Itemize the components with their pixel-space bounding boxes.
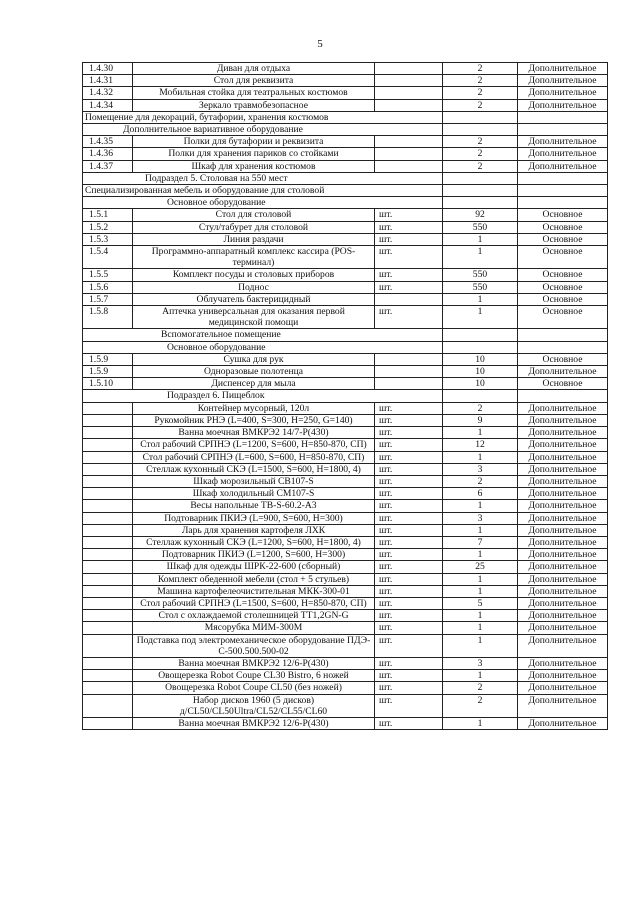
item-quantity-cell: 1	[443, 246, 518, 269]
item-number-cell: 1.5.2	[83, 221, 133, 233]
item-name-cell: Одноразовые полотенца	[133, 366, 375, 378]
item-type-cell: Дополнительное	[518, 475, 608, 487]
item-name-cell: Стол для столовой	[133, 209, 375, 221]
item-number-cell	[83, 549, 133, 561]
item-number-cell	[83, 573, 133, 585]
item-type-cell: Дополнительное	[518, 694, 608, 717]
item-quantity-cell: 1	[443, 524, 518, 536]
item-unit-cell: шт.	[375, 414, 443, 426]
item-type-cell: Основное	[518, 221, 608, 233]
item-quantity-cell: 1	[443, 622, 518, 634]
table-row	[83, 475, 608, 487]
item-number-cell: 1.4.34	[83, 99, 133, 111]
item-type-cell: Дополнительное	[518, 524, 608, 536]
section-row	[83, 185, 608, 197]
item-type-cell: Дополнительное	[518, 451, 608, 463]
item-unit-cell: шт.	[375, 500, 443, 512]
item-quantity-cell: 1	[443, 573, 518, 585]
table-row	[83, 427, 608, 439]
section-empty-qty	[443, 329, 518, 341]
item-name-cell: Весы напольные ТВ-S-60.2-А3	[133, 500, 375, 512]
item-name-cell: Программно-аппаратный комплекс кассира (POS-терминал)	[133, 246, 375, 269]
item-number-cell: 1.5.9	[83, 353, 133, 365]
item-quantity-cell: 1	[443, 306, 518, 329]
table-row	[83, 549, 608, 561]
item-type-cell: Дополнительное	[518, 585, 608, 597]
item-number-cell	[83, 682, 133, 694]
item-number-cell	[83, 512, 133, 524]
item-type-cell: Дополнительное	[518, 610, 608, 622]
item-type-cell: Основное	[518, 293, 608, 305]
item-unit-cell: шт.	[375, 475, 443, 487]
item-unit-cell: шт.	[375, 524, 443, 536]
item-unit-cell	[375, 366, 443, 378]
item-name-cell: Рукомойник РНЭ (L=400, S=300, H=250, G=140)	[133, 414, 375, 426]
item-quantity-cell: 1	[443, 717, 518, 729]
section-empty-type	[518, 172, 608, 184]
item-number-cell: 1.4.30	[83, 63, 133, 75]
item-unit-cell	[375, 353, 443, 365]
item-type-cell: Дополнительное	[518, 160, 608, 172]
table-row	[83, 585, 608, 597]
item-unit-cell: шт.	[375, 573, 443, 585]
table-row	[83, 682, 608, 694]
table-row	[83, 451, 608, 463]
table-row	[83, 402, 608, 414]
item-number-cell	[83, 694, 133, 717]
item-name-cell: Комплект обеденной мебели (стол + 5 стульев)	[133, 573, 375, 585]
item-quantity-cell: 92	[443, 209, 518, 221]
item-type-cell: Основное	[518, 281, 608, 293]
item-quantity-cell: 10	[443, 378, 518, 390]
table-row	[83, 160, 608, 172]
item-unit-cell: шт.	[375, 233, 443, 245]
table-row	[83, 488, 608, 500]
item-name-cell: Полки для бутафории и реквизита	[133, 136, 375, 148]
item-type-cell: Дополнительное	[518, 536, 608, 548]
table-row	[83, 573, 608, 585]
item-number-cell: 1.4.35	[83, 136, 133, 148]
item-unit-cell	[375, 136, 443, 148]
item-number-cell	[83, 597, 133, 609]
item-name-cell: Стол рабочий СРПНЭ (L=1200, S=600, H=850-870, СП)	[133, 439, 375, 451]
table-row	[83, 281, 608, 293]
item-unit-cell: шт.	[375, 488, 443, 500]
item-name-cell: Набор дисков 1960 (5 дисков) д/CL50/CL50Ultra/CL52/CL55/CL60	[133, 694, 375, 717]
item-number-cell	[83, 717, 133, 729]
section-empty-type	[518, 329, 608, 341]
item-name-cell: Шкаф холодильный СМ107-S	[133, 488, 375, 500]
table-row	[83, 694, 608, 717]
item-number-cell: 1.4.31	[83, 75, 133, 87]
item-unit-cell: шт.	[375, 402, 443, 414]
item-quantity-cell: 1	[443, 670, 518, 682]
item-number-cell: 1.5.5	[83, 269, 133, 281]
table-row	[83, 233, 608, 245]
item-name-cell: Комплект посуды и столовых приборов	[133, 269, 375, 281]
table-row	[83, 524, 608, 536]
item-type-cell: Основное	[518, 269, 608, 281]
item-type-cell: Дополнительное	[518, 622, 608, 634]
item-type-cell: Дополнительное	[518, 99, 608, 111]
item-quantity-cell: 1	[443, 549, 518, 561]
table-row	[83, 622, 608, 634]
item-number-cell	[83, 585, 133, 597]
item-unit-cell: шт.	[375, 682, 443, 694]
item-quantity-cell: 5	[443, 597, 518, 609]
item-type-cell: Дополнительное	[518, 427, 608, 439]
table-row	[83, 634, 608, 657]
item-quantity-cell: 550	[443, 221, 518, 233]
item-unit-cell	[375, 160, 443, 172]
table-row	[83, 269, 608, 281]
item-name-cell: Поднос	[133, 281, 375, 293]
item-type-cell: Дополнительное	[518, 682, 608, 694]
item-unit-cell	[375, 87, 443, 99]
item-name-cell: Стеллаж кухонный СКЭ (L=1200, S=600, H=1800, 4)	[133, 536, 375, 548]
item-type-cell: Основное	[518, 233, 608, 245]
item-name-cell: Ванна моечная ВМКРЭ2 14/7-Р(430)	[133, 427, 375, 439]
item-name-cell: Зеркало травмобезопасное	[133, 99, 375, 111]
item-quantity-cell: 1	[443, 427, 518, 439]
item-unit-cell: шт.	[375, 694, 443, 717]
section-empty-type	[518, 185, 608, 197]
item-number-cell	[83, 439, 133, 451]
table-row	[83, 597, 608, 609]
item-type-cell: Дополнительное	[518, 500, 608, 512]
item-unit-cell: шт.	[375, 597, 443, 609]
item-name-cell: Машина картофелеочистительная МКК-300-01	[133, 585, 375, 597]
item-quantity-cell: 2	[443, 99, 518, 111]
item-unit-cell: шт.	[375, 246, 443, 269]
item-type-cell: Дополнительное	[518, 148, 608, 160]
item-type-cell: Дополнительное	[518, 549, 608, 561]
section-row	[83, 390, 608, 402]
item-quantity-cell: 1	[443, 610, 518, 622]
item-number-cell: 1.5.1	[83, 209, 133, 221]
item-number-cell: 1.5.3	[83, 233, 133, 245]
item-name-cell: Мобильная стойка для театральных костюмов	[133, 87, 375, 99]
table-row	[83, 148, 608, 160]
item-number-cell	[83, 610, 133, 622]
item-quantity-cell: 2	[443, 402, 518, 414]
item-name-cell: Линия раздачи	[133, 233, 375, 245]
item-quantity-cell: 7	[443, 536, 518, 548]
table-row	[83, 306, 608, 329]
item-unit-cell: шт.	[375, 549, 443, 561]
item-type-cell: Основное	[518, 209, 608, 221]
table-row	[83, 353, 608, 365]
item-unit-cell: шт.	[375, 281, 443, 293]
item-unit-cell	[375, 99, 443, 111]
item-name-cell: Контейнер мусорный, 120л	[133, 402, 375, 414]
table-row	[83, 536, 608, 548]
item-name-cell: Мясорубка МИМ-300М	[133, 622, 375, 634]
section-empty-qty	[443, 390, 518, 402]
item-number-cell	[83, 414, 133, 426]
item-number-cell	[83, 451, 133, 463]
item-unit-cell	[375, 75, 443, 87]
section-heading: Дополнительное вариативное оборудование	[83, 124, 443, 136]
section-empty-qty	[443, 185, 518, 197]
table-row	[83, 99, 608, 111]
item-quantity-cell: 2	[443, 160, 518, 172]
item-name-cell: Ларь для хранения картофеля ЛХК	[133, 524, 375, 536]
section-empty-qty	[443, 197, 518, 209]
item-unit-cell: шт.	[375, 269, 443, 281]
section-row	[83, 329, 608, 341]
item-name-cell: Стол рабочий СРПНЭ (L=1500, S=600, H=850-870, СП)	[133, 597, 375, 609]
item-type-cell: Дополнительное	[518, 634, 608, 657]
item-quantity-cell: 12	[443, 439, 518, 451]
item-quantity-cell: 3	[443, 512, 518, 524]
item-quantity-cell: 3	[443, 657, 518, 669]
item-unit-cell	[375, 378, 443, 390]
section-heading: Основное оборудование	[83, 197, 443, 209]
item-unit-cell: шт.	[375, 585, 443, 597]
section-empty-type	[518, 197, 608, 209]
table-row	[83, 246, 608, 269]
item-number-cell: 1.5.7	[83, 293, 133, 305]
item-quantity-cell: 2	[443, 63, 518, 75]
item-name-cell: Овощерезка Robot Coupe CL30 Bistro, 6 ножей	[133, 670, 375, 682]
item-quantity-cell: 1	[443, 500, 518, 512]
item-unit-cell: шт.	[375, 670, 443, 682]
item-number-cell: 1.4.32	[83, 87, 133, 99]
item-type-cell: Дополнительное	[518, 414, 608, 426]
table-row	[83, 414, 608, 426]
item-unit-cell: шт.	[375, 306, 443, 329]
section-empty-type	[518, 124, 608, 136]
table-row	[83, 463, 608, 475]
item-quantity-cell: 1	[443, 634, 518, 657]
item-name-cell: Стол рабочий СРПНЭ (L=600, S=600, H=850-870, СП)	[133, 451, 375, 463]
item-type-cell: Дополнительное	[518, 75, 608, 87]
item-number-cell	[83, 427, 133, 439]
item-type-cell: Дополнительное	[518, 573, 608, 585]
item-number-cell	[83, 622, 133, 634]
item-name-cell: Овощерезка Robot Coupe CL50 (без ножей)	[133, 682, 375, 694]
section-row	[83, 172, 608, 184]
item-name-cell: Диван для отдыха	[133, 63, 375, 75]
item-type-cell: Дополнительное	[518, 402, 608, 414]
table-row	[83, 610, 608, 622]
item-name-cell: Ванна моечная ВМКРЭ2 12/6-Р(430)	[133, 657, 375, 669]
equipment-table-body	[83, 63, 608, 730]
item-quantity-cell: 550	[443, 269, 518, 281]
item-type-cell: Дополнительное	[518, 670, 608, 682]
item-name-cell: Стеллаж кухонный СКЭ (L=1500, S=600, H=1800, 4)	[133, 463, 375, 475]
section-empty-qty	[443, 111, 518, 123]
item-unit-cell: шт.	[375, 536, 443, 548]
item-quantity-cell: 6	[443, 488, 518, 500]
table-row	[83, 378, 608, 390]
item-type-cell: Основное	[518, 353, 608, 365]
table-row	[83, 136, 608, 148]
item-quantity-cell: 25	[443, 561, 518, 573]
item-type-cell: Дополнительное	[518, 597, 608, 609]
item-number-cell: 1.5.8	[83, 306, 133, 329]
section-heading: Подраздел 6. Пищеблок	[83, 390, 443, 402]
item-name-cell: Стул/табурет для столовой	[133, 221, 375, 233]
table-row	[83, 561, 608, 573]
item-type-cell: Дополнительное	[518, 717, 608, 729]
item-type-cell: Дополнительное	[518, 87, 608, 99]
item-quantity-cell: 10	[443, 366, 518, 378]
item-number-cell	[83, 524, 133, 536]
section-row	[83, 124, 608, 136]
section-heading: Помещение для декораций, бутафории, хранения костюмов	[83, 111, 443, 123]
section-empty-type	[518, 341, 608, 353]
item-unit-cell: шт.	[375, 561, 443, 573]
item-number-cell	[83, 500, 133, 512]
item-number-cell	[83, 670, 133, 682]
item-unit-cell: шт.	[375, 209, 443, 221]
item-unit-cell: шт.	[375, 657, 443, 669]
item-type-cell: Дополнительное	[518, 561, 608, 573]
section-heading: Основное оборудование	[83, 341, 443, 353]
item-unit-cell: шт.	[375, 439, 443, 451]
item-name-cell: Стол для реквизита	[133, 75, 375, 87]
item-unit-cell	[375, 63, 443, 75]
item-unit-cell	[375, 148, 443, 160]
item-quantity-cell: 1	[443, 585, 518, 597]
item-unit-cell: шт.	[375, 634, 443, 657]
item-quantity-cell: 1	[443, 293, 518, 305]
item-number-cell	[83, 463, 133, 475]
item-type-cell: Дополнительное	[518, 463, 608, 475]
item-quantity-cell: 2	[443, 87, 518, 99]
section-row	[83, 111, 608, 123]
item-unit-cell	[375, 293, 443, 305]
item-name-cell: Полки для хранения париков со стойками	[133, 148, 375, 160]
item-name-cell: Подставка под электромеханическое оборудование ПДЭ-С-500.500.500-02	[133, 634, 375, 657]
item-quantity-cell: 10	[443, 353, 518, 365]
table-row	[83, 717, 608, 729]
item-type-cell: Дополнительное	[518, 657, 608, 669]
table-row	[83, 670, 608, 682]
table-row	[83, 512, 608, 524]
item-unit-cell: шт.	[375, 717, 443, 729]
section-row	[83, 341, 608, 353]
item-quantity-cell: 2	[443, 75, 518, 87]
item-unit-cell: шт.	[375, 610, 443, 622]
item-number-cell: 1.5.6	[83, 281, 133, 293]
item-type-cell: Дополнительное	[518, 439, 608, 451]
item-name-cell: Сушка для рук	[133, 353, 375, 365]
item-unit-cell: шт.	[375, 622, 443, 634]
item-name-cell: Ванна моечная ВМКРЭ2 12/6-Р(430)	[133, 717, 375, 729]
table-row	[83, 87, 608, 99]
item-number-cell	[83, 402, 133, 414]
item-name-cell: Облучатель бактерицидный	[133, 293, 375, 305]
section-empty-qty	[443, 341, 518, 353]
item-quantity-cell: 2	[443, 682, 518, 694]
item-unit-cell: шт.	[375, 463, 443, 475]
item-unit-cell: шт.	[375, 427, 443, 439]
table-row	[83, 366, 608, 378]
item-type-cell: Основное	[518, 246, 608, 269]
item-quantity-cell: 2	[443, 694, 518, 717]
table-row	[83, 221, 608, 233]
table-row	[83, 63, 608, 75]
item-name-cell: Аптечка универсальная для оказания первой медицинской помощи	[133, 306, 375, 329]
item-quantity-cell: 1	[443, 233, 518, 245]
item-name-cell: Стол с охлаждаемой столешницей ТТ1,2GN-G	[133, 610, 375, 622]
item-type-cell: Дополнительное	[518, 488, 608, 500]
item-number-cell: 1.5.9	[83, 366, 133, 378]
item-type-cell: Дополнительное	[518, 63, 608, 75]
item-quantity-cell: 9	[443, 414, 518, 426]
item-quantity-cell: 2	[443, 136, 518, 148]
item-quantity-cell: 550	[443, 281, 518, 293]
table-row	[83, 439, 608, 451]
item-unit-cell: шт.	[375, 451, 443, 463]
item-name-cell: Шкаф для хранения костюмов	[133, 160, 375, 172]
item-name-cell: Шкаф морозильный СВ107-S	[133, 475, 375, 487]
item-unit-cell: шт.	[375, 512, 443, 524]
item-number-cell	[83, 634, 133, 657]
item-number-cell: 1.4.37	[83, 160, 133, 172]
item-type-cell: Дополнительное	[518, 136, 608, 148]
item-name-cell: Шкаф для одежды ШРК-22-600 (сборный)	[133, 561, 375, 573]
item-number-cell: 1.5.10	[83, 378, 133, 390]
item-quantity-cell: 2	[443, 475, 518, 487]
item-quantity-cell: 3	[443, 463, 518, 475]
section-heading: Вспомогательное помещение	[83, 329, 443, 341]
page-number: 5	[317, 38, 323, 50]
item-number-cell	[83, 475, 133, 487]
item-number-cell	[83, 488, 133, 500]
item-number-cell	[83, 536, 133, 548]
section-heading: Специализированная мебель и оборудование для столовой	[83, 185, 443, 197]
item-quantity-cell: 2	[443, 148, 518, 160]
section-row	[83, 197, 608, 209]
item-number-cell	[83, 657, 133, 669]
equipment-table	[82, 62, 608, 730]
item-unit-cell: шт.	[375, 221, 443, 233]
section-empty-qty	[443, 172, 518, 184]
table-row	[83, 657, 608, 669]
item-number-cell	[83, 561, 133, 573]
section-heading: Подраздел 5. Столовая на 550 мест	[83, 172, 443, 184]
item-number-cell: 1.4.36	[83, 148, 133, 160]
item-quantity-cell: 1	[443, 451, 518, 463]
item-type-cell: Дополнительное	[518, 366, 608, 378]
table-row	[83, 75, 608, 87]
section-empty-type	[518, 111, 608, 123]
table-row	[83, 500, 608, 512]
item-name-cell: Подтоварник ПКИЭ (L=900, S=600, H=300)	[133, 512, 375, 524]
section-empty-type	[518, 390, 608, 402]
table-row	[83, 209, 608, 221]
item-name-cell: Диспенсер для мыла	[133, 378, 375, 390]
table-row	[83, 293, 608, 305]
item-type-cell: Дополнительное	[518, 512, 608, 524]
item-type-cell: Основное	[518, 306, 608, 329]
item-number-cell: 1.5.4	[83, 246, 133, 269]
section-empty-qty	[443, 124, 518, 136]
item-name-cell: Подтоварник ПКИЭ (L=1200, S=600, H=300)	[133, 549, 375, 561]
item-type-cell: Основное	[518, 378, 608, 390]
